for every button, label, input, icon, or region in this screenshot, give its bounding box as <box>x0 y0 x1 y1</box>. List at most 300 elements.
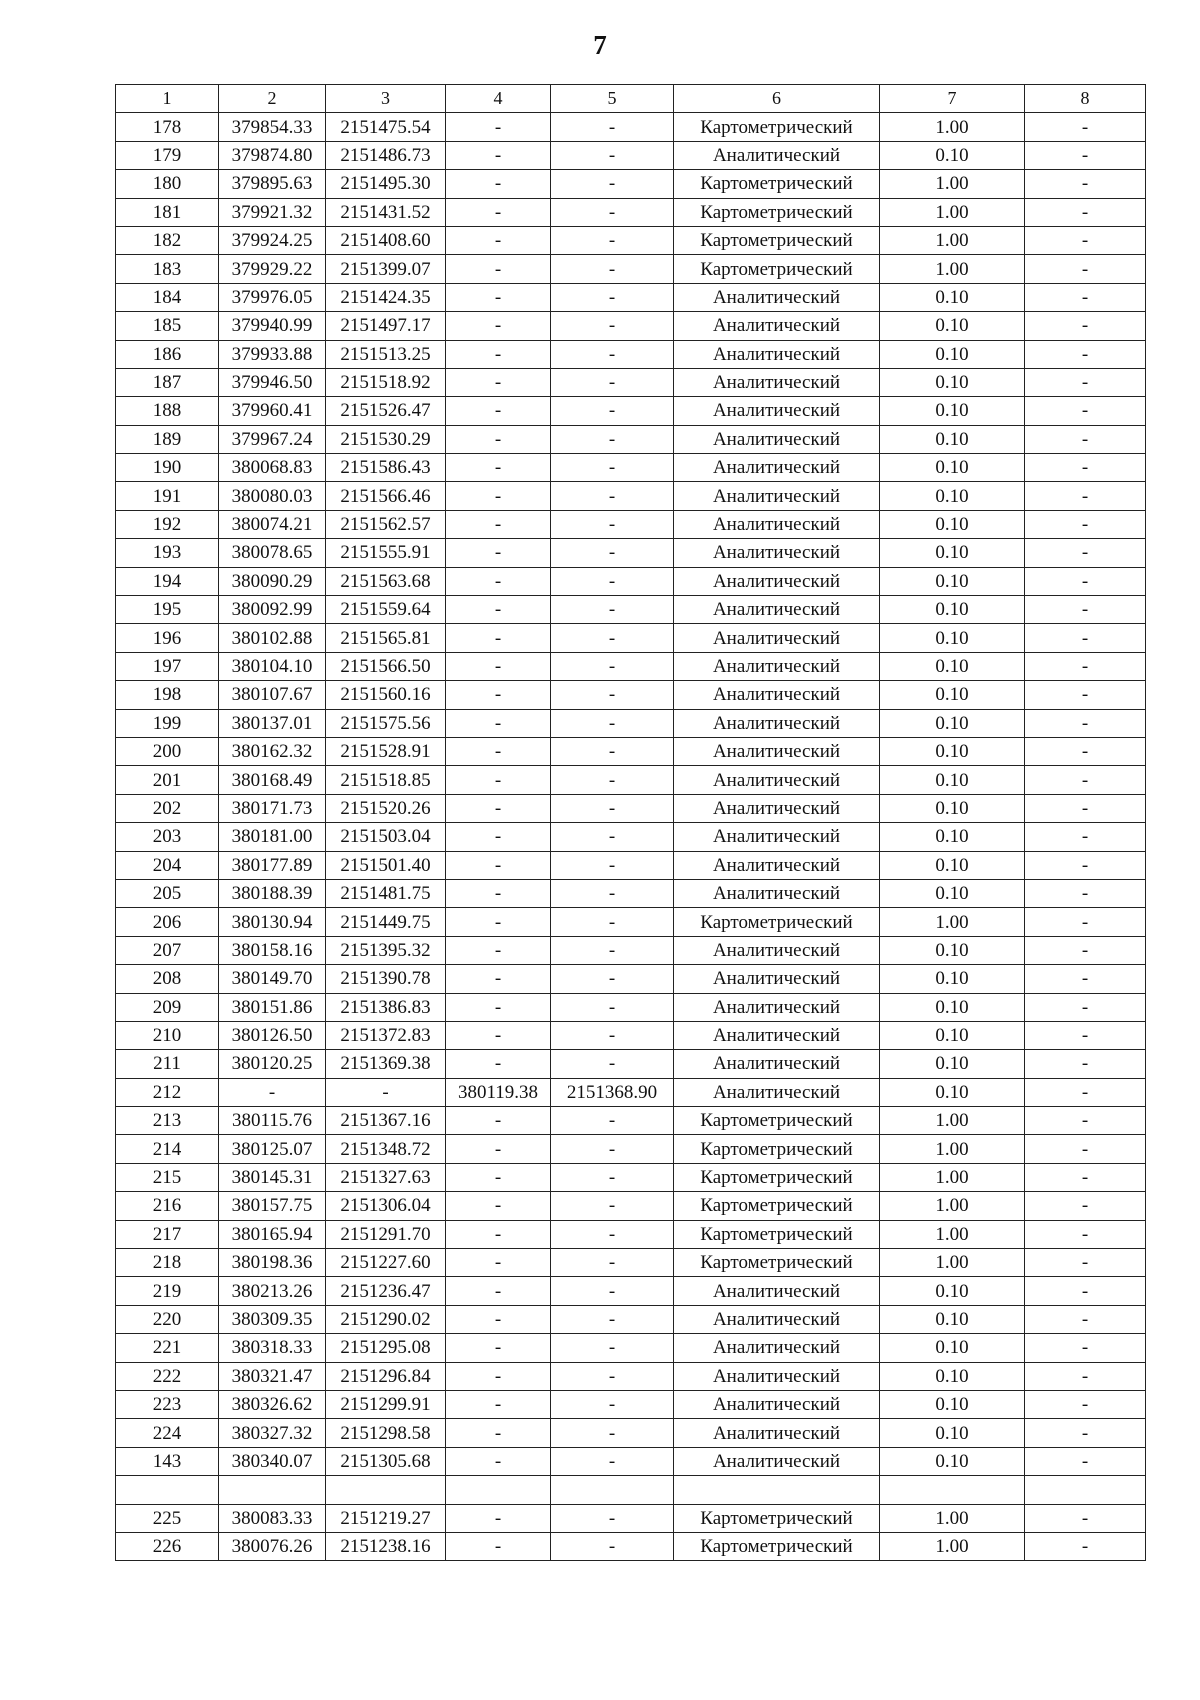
table-cell: - <box>1025 113 1146 141</box>
table-cell: - <box>1025 652 1146 680</box>
table-cell: 2151575.56 <box>326 709 446 737</box>
table-cell: - <box>1025 1362 1146 1390</box>
table-cell: 379946.50 <box>219 368 326 396</box>
table-cell: - <box>446 425 551 453</box>
table-cell: - <box>1025 1078 1146 1106</box>
table-cell: - <box>551 879 674 907</box>
table-cell: - <box>1025 709 1146 737</box>
table-row <box>116 993 1146 1021</box>
table-cell: 2151291.70 <box>326 1220 446 1248</box>
table-cell: - <box>446 681 551 709</box>
table-cell: 380177.89 <box>219 851 326 879</box>
table-cell: - <box>551 823 674 851</box>
table-cell: 379874.80 <box>219 141 326 169</box>
table-cell: 2151399.07 <box>326 255 446 283</box>
table-cell: 222 <box>116 1362 219 1390</box>
table-cell: - <box>551 1447 674 1475</box>
table-cell: 2151299.91 <box>326 1390 446 1418</box>
table-cell: 379929.22 <box>219 255 326 283</box>
table-cell: 2151348.72 <box>326 1135 446 1163</box>
table-row <box>116 1135 1146 1163</box>
table-cell: - <box>551 397 674 425</box>
table-cell: 380165.94 <box>219 1220 326 1248</box>
table-cell: 380104.10 <box>219 652 326 680</box>
table-cell: - <box>1025 567 1146 595</box>
table-cell: - <box>446 1192 551 1220</box>
table-cell: - <box>1025 226 1146 254</box>
table-cell: 0.10 <box>880 823 1025 851</box>
table-cell: - <box>1025 1050 1146 1078</box>
table-cell: - <box>1025 255 1146 283</box>
table-cell: 2151368.90 <box>551 1078 674 1106</box>
table-cell: 380130.94 <box>219 908 326 936</box>
table-cell: - <box>551 226 674 254</box>
table-row <box>116 312 1146 340</box>
table-cell: - <box>551 1220 674 1248</box>
table-row <box>116 198 1146 226</box>
table-cell: 223 <box>116 1390 219 1418</box>
table-cell: - <box>1025 539 1146 567</box>
table-cell: 380326.62 <box>219 1390 326 1418</box>
table-cell: 1.00 <box>880 198 1025 226</box>
table-row <box>116 539 1146 567</box>
table-cell: - <box>1025 1220 1146 1248</box>
table-row <box>116 255 1146 283</box>
table-cell: 225 <box>116 1504 219 1532</box>
table-cell: 1.00 <box>880 226 1025 254</box>
table-cell: 2151566.46 <box>326 482 446 510</box>
table-cell: 2151424.35 <box>326 283 446 311</box>
table-cell: 380188.39 <box>219 879 326 907</box>
table-cell: 380076.26 <box>219 1532 326 1560</box>
table-cell: - <box>446 1050 551 1078</box>
table-cell: 380078.65 <box>219 539 326 567</box>
table-cell: - <box>446 283 551 311</box>
table-cell: 380318.33 <box>219 1334 326 1362</box>
table-cell: - <box>551 1050 674 1078</box>
table-cell: 0.10 <box>880 1390 1025 1418</box>
table-cell: Картометрический <box>674 198 880 226</box>
table-cell: - <box>1025 1135 1146 1163</box>
table-cell: 207 <box>116 936 219 964</box>
table-cell: 380090.29 <box>219 567 326 595</box>
table-row <box>116 1249 1146 1277</box>
table-cell: 0.10 <box>880 993 1025 1021</box>
table-cell: Аналитический <box>674 879 880 907</box>
table-cell: 379854.33 <box>219 113 326 141</box>
table-cell: Аналитический <box>674 539 880 567</box>
table-cell: 180 <box>116 170 219 198</box>
table-cell: 2151236.47 <box>326 1277 446 1305</box>
table-cell: 379895.63 <box>219 170 326 198</box>
table-cell: - <box>1025 1107 1146 1135</box>
table-cell: 219 <box>116 1277 219 1305</box>
table-cell: - <box>551 510 674 538</box>
table-cell: - <box>1025 794 1146 822</box>
table-cell: Аналитический <box>674 596 880 624</box>
table-cell: 379921.32 <box>219 198 326 226</box>
table-cell: 2151390.78 <box>326 965 446 993</box>
table-cell: - <box>551 1362 674 1390</box>
table-cell: 0.10 <box>880 1050 1025 1078</box>
table-cell: 220 <box>116 1305 219 1333</box>
table-cell: - <box>446 368 551 396</box>
table-cell: 0.10 <box>880 681 1025 709</box>
table-cell: - <box>551 1021 674 1049</box>
table-cell: - <box>1025 1390 1146 1418</box>
table-row <box>116 794 1146 822</box>
table-cell: 184 <box>116 283 219 311</box>
table-cell: 212 <box>116 1078 219 1106</box>
table-cell: 191 <box>116 482 219 510</box>
table-cell: Аналитический <box>674 340 880 368</box>
table-cell: - <box>551 113 674 141</box>
table-cell: Аналитический <box>674 709 880 737</box>
table-cell: - <box>446 965 551 993</box>
table-cell: - <box>1025 766 1146 794</box>
table-cell: Аналитический <box>674 368 880 396</box>
table-cell: Аналитический <box>674 312 880 340</box>
table-cell: Аналитический <box>674 794 880 822</box>
table-row <box>116 936 1146 964</box>
table-cell: 1.00 <box>880 1135 1025 1163</box>
table-cell: 1.00 <box>880 1192 1025 1220</box>
table-cell: 178 <box>116 113 219 141</box>
table-cell: Аналитический <box>674 1419 880 1447</box>
table-cell: 211 <box>116 1050 219 1078</box>
table-row <box>116 624 1146 652</box>
table-cell: 194 <box>116 567 219 595</box>
table-cell: 2151497.17 <box>326 312 446 340</box>
table-cell: 0.10 <box>880 766 1025 794</box>
table-cell: 1.00 <box>880 1107 1025 1135</box>
table-cell: - <box>446 1504 551 1532</box>
table-cell: - <box>1025 1021 1146 1049</box>
table-cell <box>1025 1476 1146 1504</box>
table-cell: 380151.86 <box>219 993 326 1021</box>
table-cell: Картометрический <box>674 255 880 283</box>
table-cell: 1.00 <box>880 113 1025 141</box>
table-cell: 380125.07 <box>219 1135 326 1163</box>
table-cell: 0.10 <box>880 794 1025 822</box>
table-cell: 209 <box>116 993 219 1021</box>
table-cell: 380102.88 <box>219 624 326 652</box>
table-cell: - <box>551 255 674 283</box>
table-cell: 2151290.02 <box>326 1305 446 1333</box>
column-header: 8 <box>1025 85 1146 113</box>
table-cell: - <box>446 170 551 198</box>
table-cell: - <box>446 652 551 680</box>
table-cell: - <box>219 1078 326 1106</box>
table-cell: 186 <box>116 340 219 368</box>
table-row <box>116 737 1146 765</box>
table-cell: 380157.75 <box>219 1192 326 1220</box>
table-row <box>116 709 1146 737</box>
table-cell: - <box>551 851 674 879</box>
table-cell: 216 <box>116 1192 219 1220</box>
table-cell: 1.00 <box>880 908 1025 936</box>
table-cell: 181 <box>116 198 219 226</box>
table-cell: 1.00 <box>880 1220 1025 1248</box>
table-cell: - <box>551 1504 674 1532</box>
table-cell: - <box>1025 1277 1146 1305</box>
table-cell: 188 <box>116 397 219 425</box>
table-cell: Аналитический <box>674 1050 880 1078</box>
table-cell: 380162.32 <box>219 737 326 765</box>
table-cell: - <box>446 567 551 595</box>
table-cell: 197 <box>116 652 219 680</box>
table-cell: 0.10 <box>880 596 1025 624</box>
table-cell: - <box>551 567 674 595</box>
table-cell: 0.10 <box>880 1334 1025 1362</box>
table-cell: 0.10 <box>880 851 1025 879</box>
table-cell: - <box>446 1334 551 1362</box>
table-cell: - <box>446 113 551 141</box>
table-row <box>116 851 1146 879</box>
table-cell: - <box>551 1277 674 1305</box>
table-cell: - <box>1025 454 1146 482</box>
table-row <box>116 652 1146 680</box>
table-cell: - <box>446 766 551 794</box>
column-header: 7 <box>880 85 1025 113</box>
table-cell: - <box>446 1163 551 1191</box>
table-cell: 203 <box>116 823 219 851</box>
coordinates-table-container <box>115 84 1145 1561</box>
table-cell: - <box>1025 1419 1146 1447</box>
table-cell: - <box>1025 368 1146 396</box>
table-row <box>116 1050 1146 1078</box>
table-cell: 2151386.83 <box>326 993 446 1021</box>
table-cell: - <box>446 141 551 169</box>
table-cell: 2151486.73 <box>326 141 446 169</box>
table-cell: 0.10 <box>880 567 1025 595</box>
table-cell: - <box>446 1532 551 1560</box>
table-cell: 0.10 <box>880 539 1025 567</box>
table-header-row <box>116 85 1146 113</box>
table-cell: - <box>551 141 674 169</box>
table-cell: - <box>1025 198 1146 226</box>
table-cell: 218 <box>116 1249 219 1277</box>
table-row <box>116 1362 1146 1390</box>
table-cell: 2151408.60 <box>326 226 446 254</box>
table-row <box>116 170 1146 198</box>
table-cell: Картометрический <box>674 1107 880 1135</box>
table-row <box>116 1305 1146 1333</box>
table-cell: Аналитический <box>674 1021 880 1049</box>
table-cell: 380126.50 <box>219 1021 326 1049</box>
table-cell: 0.10 <box>880 1419 1025 1447</box>
table-cell: - <box>551 454 674 482</box>
table-cell: Аналитический <box>674 993 880 1021</box>
table-cell: Аналитический <box>674 454 880 482</box>
table-cell: - <box>551 539 674 567</box>
table-cell: 2151562.57 <box>326 510 446 538</box>
table-cell: - <box>1025 1447 1146 1475</box>
table-cell: Аналитический <box>674 1362 880 1390</box>
table-cell: - <box>551 1107 674 1135</box>
table-cell: 0.10 <box>880 1078 1025 1106</box>
table-row <box>116 1334 1146 1362</box>
table-row <box>116 766 1146 794</box>
table-cell: - <box>1025 397 1146 425</box>
table-cell: - <box>1025 1532 1146 1560</box>
column-header: 2 <box>219 85 326 113</box>
table-cell: 198 <box>116 681 219 709</box>
table-cell: 143 <box>116 1447 219 1475</box>
table-cell: 0.10 <box>880 879 1025 907</box>
table-cell: - <box>1025 851 1146 879</box>
table-cell: 2151295.08 <box>326 1334 446 1362</box>
table-cell: 2151395.32 <box>326 936 446 964</box>
table-cell: 2151528.91 <box>326 737 446 765</box>
table-cell: Аналитический <box>674 1447 880 1475</box>
table-cell: Аналитический <box>674 737 880 765</box>
table-row <box>116 596 1146 624</box>
table-cell: - <box>446 596 551 624</box>
table-cell: - <box>1025 1249 1146 1277</box>
table-cell: - <box>551 482 674 510</box>
table-cell <box>326 1476 446 1504</box>
table-cell: 380137.01 <box>219 709 326 737</box>
table-cell: - <box>1025 170 1146 198</box>
table-cell: 226 <box>116 1532 219 1560</box>
table-cell: 380327.32 <box>219 1419 326 1447</box>
table-cell: Аналитический <box>674 425 880 453</box>
table-cell: 380213.26 <box>219 1277 326 1305</box>
table-cell: 380107.67 <box>219 681 326 709</box>
table-cell: 202 <box>116 794 219 822</box>
table-cell: 0.10 <box>880 737 1025 765</box>
table-cell: 0.10 <box>880 1021 1025 1049</box>
table-cell: 380171.73 <box>219 794 326 822</box>
table-cell: 0.10 <box>880 965 1025 993</box>
table-cell: 196 <box>116 624 219 652</box>
table-cell: Аналитический <box>674 510 880 538</box>
table-cell: - <box>446 993 551 1021</box>
table-cell: - <box>551 681 674 709</box>
table-cell: 2151520.26 <box>326 794 446 822</box>
table-cell: 380119.38 <box>446 1078 551 1106</box>
table-cell: - <box>551 312 674 340</box>
table-cell: - <box>1025 596 1146 624</box>
table-cell: Картометрический <box>674 1504 880 1532</box>
table-cell: 1.00 <box>880 1504 1025 1532</box>
table-row <box>116 1107 1146 1135</box>
table-cell: - <box>446 1021 551 1049</box>
table-cell: 0.10 <box>880 454 1025 482</box>
table-cell: - <box>446 851 551 879</box>
table-cell: Аналитический <box>674 652 880 680</box>
table-row <box>116 226 1146 254</box>
table-cell: - <box>326 1078 446 1106</box>
table-row <box>116 113 1146 141</box>
table-cell: 380158.16 <box>219 936 326 964</box>
table-row <box>116 908 1146 936</box>
table-cell: - <box>551 936 674 964</box>
table-cell: 2151565.81 <box>326 624 446 652</box>
table-row <box>116 1021 1146 1049</box>
table-cell: 379924.25 <box>219 226 326 254</box>
table-cell: - <box>446 1390 551 1418</box>
table-cell: - <box>1025 1334 1146 1362</box>
table-cell: - <box>446 1447 551 1475</box>
table-cell: 2151518.85 <box>326 766 446 794</box>
table-row <box>116 1476 1146 1504</box>
table-row <box>116 879 1146 907</box>
table-cell: - <box>551 1390 674 1418</box>
table-row <box>116 965 1146 993</box>
table-cell: 193 <box>116 539 219 567</box>
table-cell: - <box>551 624 674 652</box>
table-cell: - <box>446 908 551 936</box>
table-cell: 2151563.68 <box>326 567 446 595</box>
table-cell: - <box>1025 340 1146 368</box>
table-cell: 380149.70 <box>219 965 326 993</box>
table-cell: 0.10 <box>880 1447 1025 1475</box>
table-cell: - <box>1025 823 1146 851</box>
table-cell: - <box>551 1305 674 1333</box>
table-cell: 187 <box>116 368 219 396</box>
table-cell: 2151481.75 <box>326 879 446 907</box>
table-cell: Аналитический <box>674 141 880 169</box>
table-cell: - <box>446 539 551 567</box>
table-cell: 185 <box>116 312 219 340</box>
table-row <box>116 1163 1146 1191</box>
table-cell: - <box>551 1249 674 1277</box>
table-cell: - <box>446 1135 551 1163</box>
table-cell: Картометрический <box>674 1163 880 1191</box>
table-cell: 380115.76 <box>219 1107 326 1135</box>
table-cell: - <box>551 965 674 993</box>
table-cell: - <box>446 936 551 964</box>
table-cell: Аналитический <box>674 482 880 510</box>
table-cell: 213 <box>116 1107 219 1135</box>
table-cell: 0.10 <box>880 425 1025 453</box>
table-cell: 380083.33 <box>219 1504 326 1532</box>
table-row <box>116 397 1146 425</box>
table-cell: 380168.49 <box>219 766 326 794</box>
table-cell: 380145.31 <box>219 1163 326 1191</box>
table-cell: - <box>446 482 551 510</box>
table-row <box>116 368 1146 396</box>
table-cell <box>674 1476 880 1504</box>
table-cell: - <box>446 1220 551 1248</box>
table-cell: 2151369.38 <box>326 1050 446 1078</box>
table-cell: 2151238.16 <box>326 1532 446 1560</box>
table-cell: 0.10 <box>880 368 1025 396</box>
table-cell: 1.00 <box>880 170 1025 198</box>
table-cell: 2151298.58 <box>326 1419 446 1447</box>
table-cell <box>116 1476 219 1504</box>
table-cell: 2151501.40 <box>326 851 446 879</box>
table-cell: 0.10 <box>880 397 1025 425</box>
table-cell: - <box>1025 965 1146 993</box>
table-cell: - <box>551 709 674 737</box>
table-cell: - <box>446 823 551 851</box>
table-cell: 179 <box>116 141 219 169</box>
table-row <box>116 1504 1146 1532</box>
table-cell: 2151227.60 <box>326 1249 446 1277</box>
table-row <box>116 141 1146 169</box>
page-number: 7 <box>593 30 607 60</box>
table-cell: 380321.47 <box>219 1362 326 1390</box>
table-cell: - <box>446 454 551 482</box>
table-cell: - <box>446 879 551 907</box>
table-cell: 2151555.91 <box>326 539 446 567</box>
table-row <box>116 1532 1146 1560</box>
table-cell: 199 <box>116 709 219 737</box>
table-cell: 0.10 <box>880 624 1025 652</box>
